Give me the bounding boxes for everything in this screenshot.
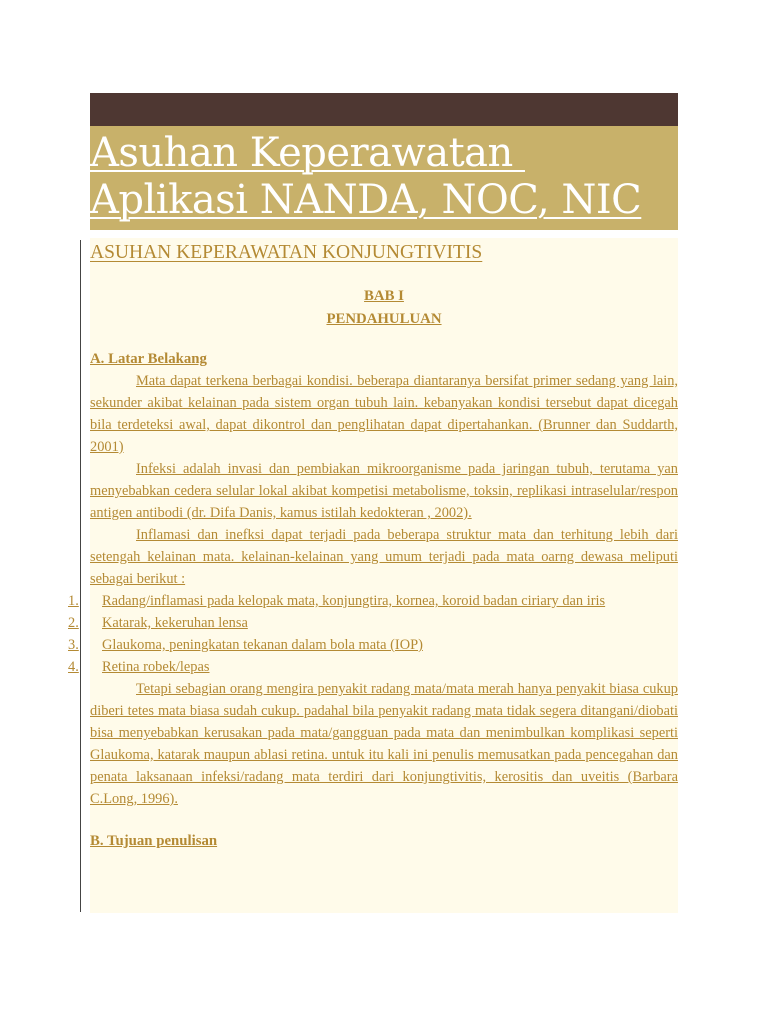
condition-list: [68, 590, 678, 678]
paragraph-4: Tetapi sebagian orang mengira penyakit radang mata/mata merah hanya penyakit biasa cukup diberi tetes mata biasa sudah cukup. padahal bila penyakit radang mata tidak segera ditangani/diobati bisa menyebabkan kerusakan pada mata/gangguan pada mata dan menimbulkan komplikasi seperti Glaukoma, katarak maupun ablasi retina. untuk itu kali ini penulis memusatkan pada pencegahan dan penata laksanaan infeksi/radang mata terdiri dari konjungtivitis, kerositis dan uveitis (Barbara C.Long, 1996).: [90, 681, 678, 807]
chapter-title: PENDAHULUAN: [326, 311, 442, 327]
list-item: [68, 590, 678, 612]
list-number: 2.: [68, 615, 79, 631]
section-heading-b: B. Tujuan penulisan: [90, 833, 218, 849]
list-item: [68, 612, 678, 634]
list-item: [68, 634, 678, 656]
blog-title-line-1: Asuhan Keperawatan: [90, 130, 525, 176]
paragraph-1: Mata dapat terkena berbagai kondisi. beberapa diantaranya bersifat primer sedang yang lain, sekunder akibat kelainan pada sistem organ tubuh lain. kebanyakan kondisi tersebut dapat dicegah bila terdeteksi awal, dapat dikontrol dan penglihatan dapat dipertahankan. (Brunner dan Suddarth, 2001): [90, 373, 678, 455]
paragraph-3: Inflamasi dan inefksi dapat terjadi pada beberapa struktur mata dan terhitung lebih dari setengah kelainan mata. kelainan-kelainan yang umum terjadi pada mata oarng dewasa meliputi sebagai berikut :: [90, 527, 678, 587]
post-content: [68, 238, 678, 913]
header-bar: [90, 93, 678, 126]
list-number: 3.: [68, 637, 79, 653]
list-text: Katarak, kekeruhan lensa: [102, 615, 248, 631]
list-item: [68, 656, 678, 678]
post-title[interactable]: ASUHAN KEPERAWATAN KONJUNGTIVITIS: [90, 242, 483, 263]
blog-title[interactable]: [90, 130, 678, 224]
list-number: 1.: [68, 593, 79, 609]
list-number: 4.: [68, 659, 79, 675]
list-text: Radang/inflamasi pada kelopak mata, konjungtira, kornea, koroid badan ciriary dan iris: [102, 593, 606, 609]
list-text: Retina robek/lepas: [102, 659, 210, 675]
section-heading-a: A. Latar Belakang: [90, 351, 207, 367]
chapter-label: BAB I: [364, 288, 404, 304]
paragraph-2: Infeksi adalah invasi dan pembiakan mikroorganisme pada jaringan tubuh, terutama yan menyebabkan cedera selular lokal akibat kompetisi metabolisme, toksin, replikasi intraselular/respon antigen antibodi (dr. Difa Danis, kamus istilah kedokteran , 2002).: [90, 461, 678, 521]
left-border-rule: [80, 240, 81, 912]
list-text: Glaukoma, peningkatan tekanan dalam bola mata (IOP): [102, 637, 423, 653]
blog-title-line-2: Aplikasi NANDA, NOC, NIC: [90, 177, 642, 223]
